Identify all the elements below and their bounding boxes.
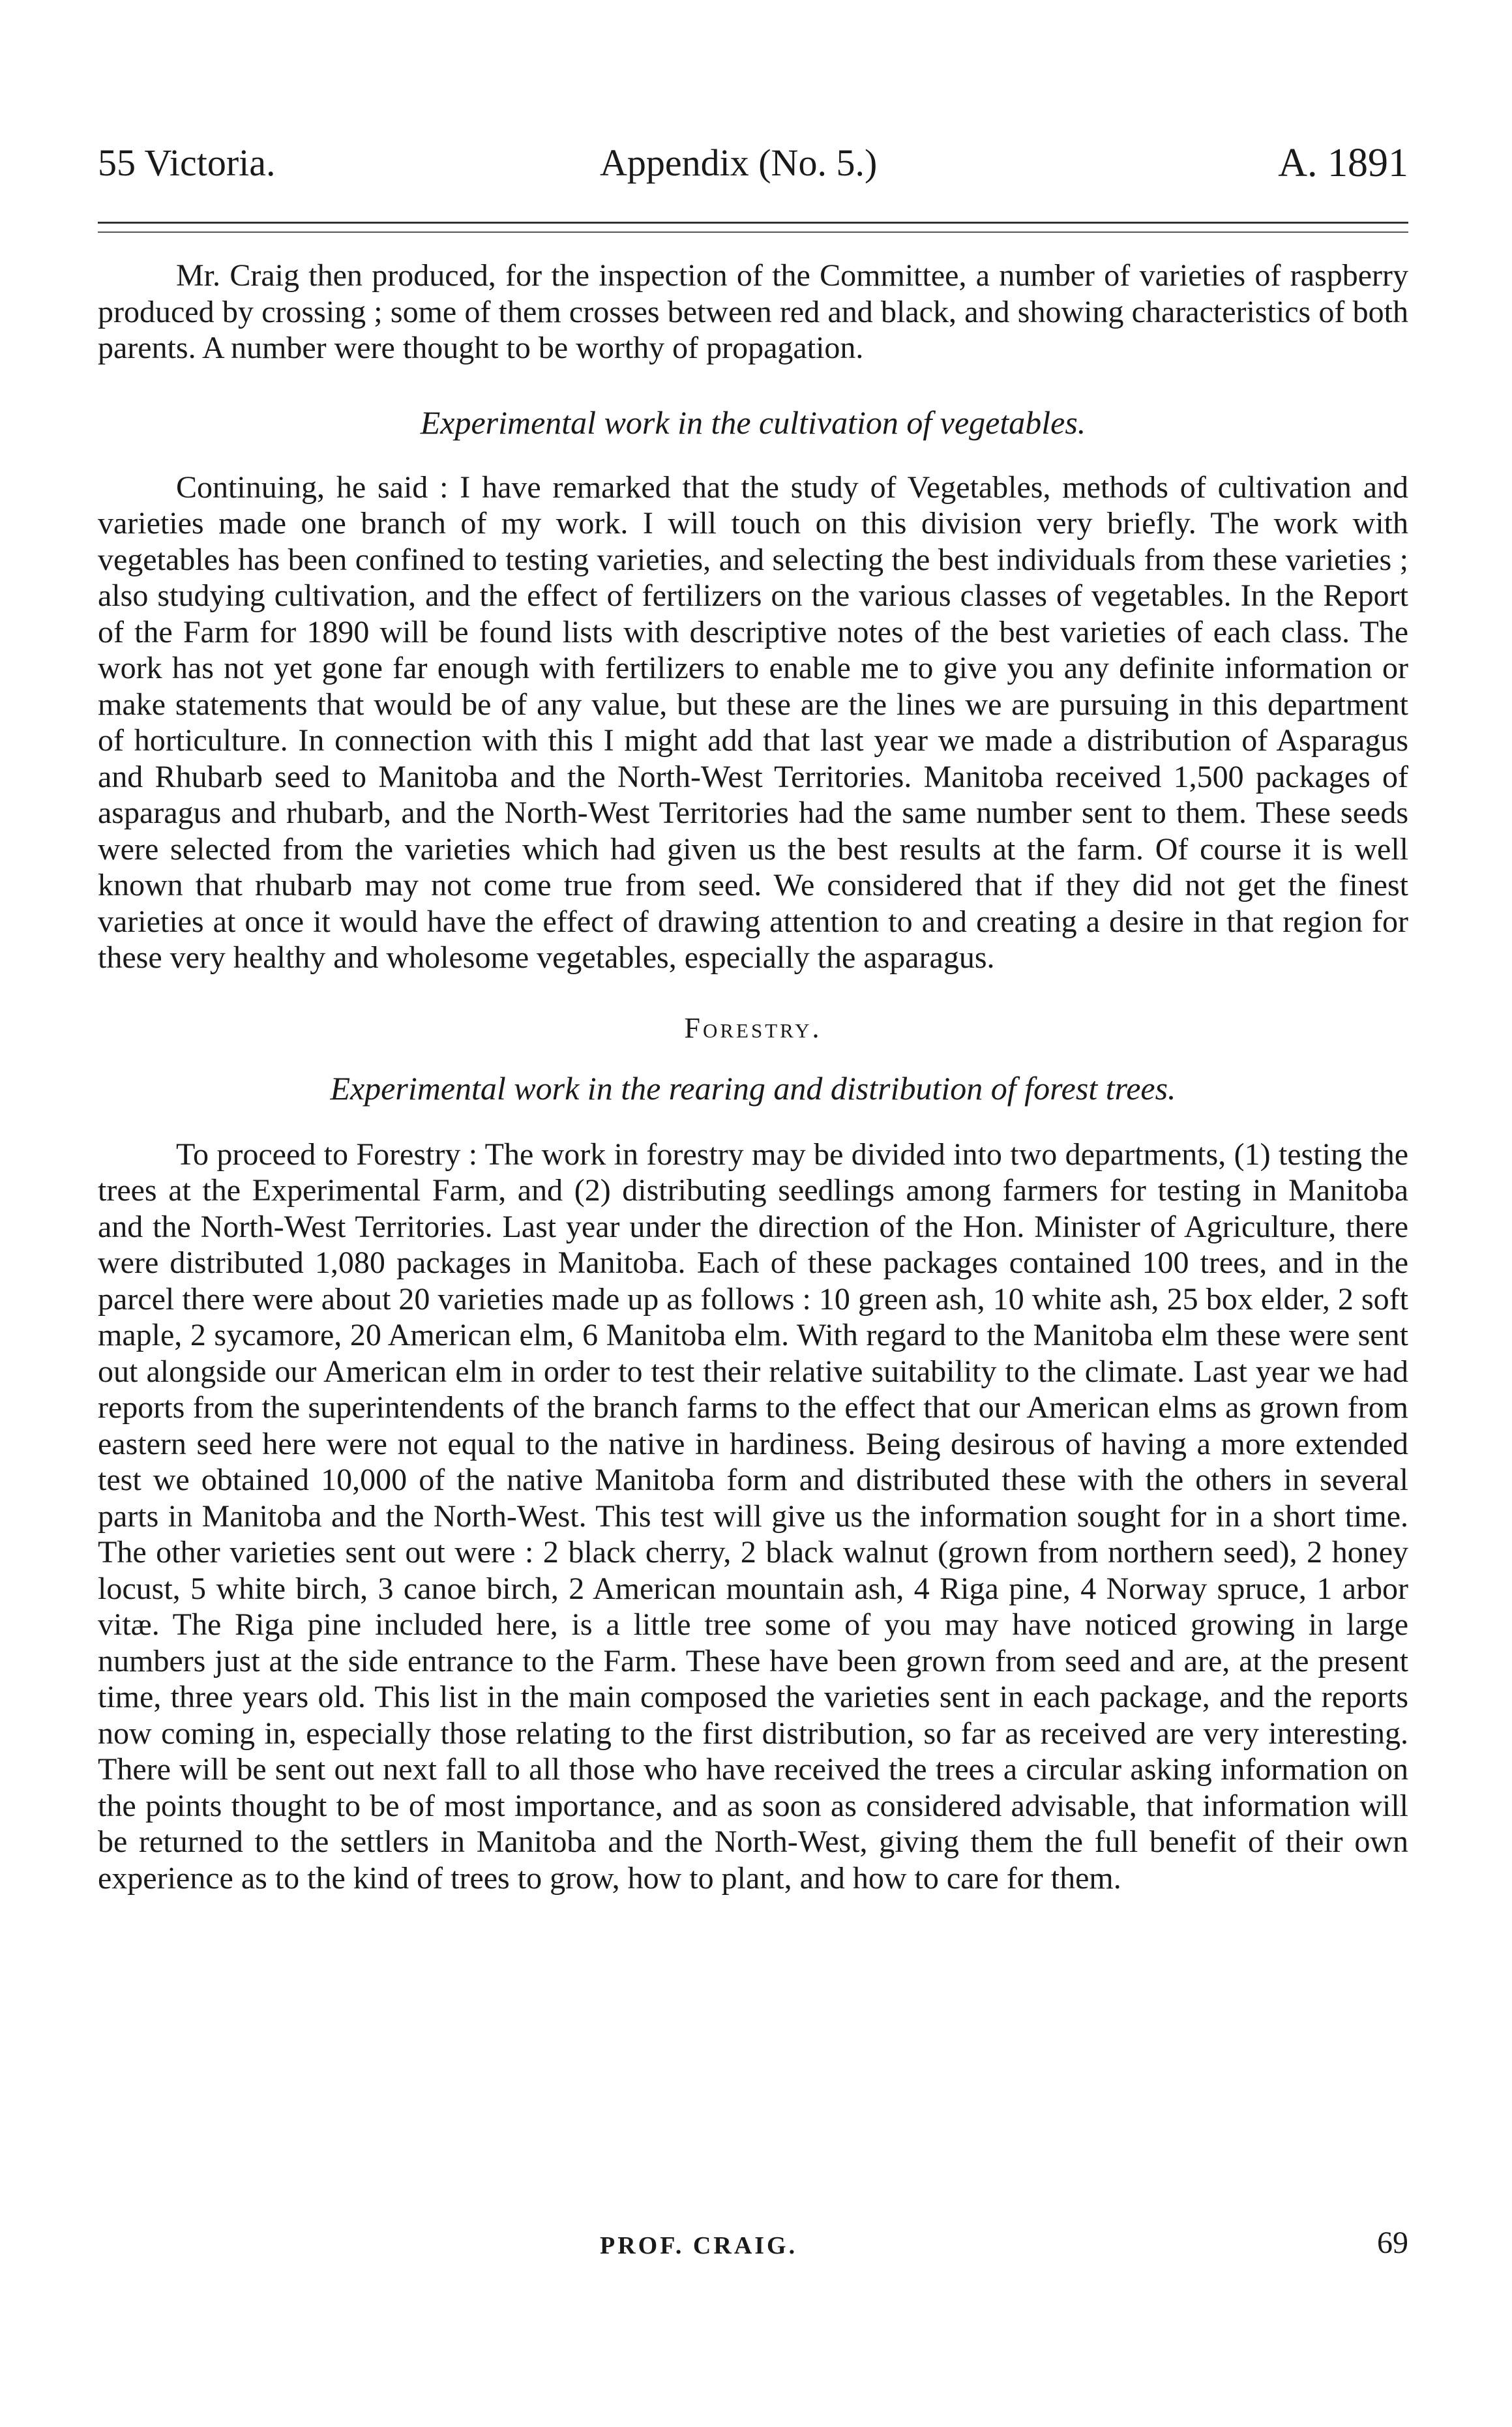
heading-forest-trees: Experimental work in the rearing and distribution of forest trees. xyxy=(330,1069,1176,1107)
paragraph-forestry: To proceed to Forestry : The work in forestry may be divided into two departments, (1) testing the trees at the Experimental Farm, and (2) distributing seedlings among farmers for testing in Manitoba and the North-West Territories. Last year under the direction of the Hon. Minister of Agriculture, there were distributed 1,080 packages in Manitoba. Each of these packages contained 100 trees, and in the parcel there were about 20 varieties made up as follows : 10 green ash, 10 white ash, 25 box elder, 2 soft maple, 2 sycamore, 20 American elm, 6 Manitoba elm. With regard to the Manitoba elm these were sent out alongside our American elm in order to test their relative suitability to the climate. Last year we had reports from the superintendents of the branch farms to the effect that our American elms as grown from eastern seed here were not equal to the native in hardiness. Being desirous of having a more extended test we obtained 10,000 of the native Manitoba form and distributed these with the others in several parts in Manitoba and the North-West. This test will give us the information sought for in a short time. The other varieties sent out were : 2 black cherry, 2 black walnut (grown from northern seed), 2 honey locust, 5 white birch, 3 canoe birch, 2 American mountain ash, 4 Riga pine, 4 Norway spruce, 1 arbor vitæ. The Riga pine included here, is a little tree some of you may have noticed growing in large numbers just at the side entrance to the Farm. These have been grown from seed and are, at the present time, three years old. This list in the main composed the varieties sent in each package, and the reports now coming in, especially those relating to the first distribution, so far as received are very interesting. There will be sent out next fall to all those who have received the trees a circular asking information on the points thought to be of most importance, and as soon as considered advisable, that information will be returned to the settlers in Manitoba and the North-West, giving them the full benefit of their own experience as to the kind of trees to grow, how to plant, and how to care for them. xyxy=(98,1137,1408,1896)
header-appendix: Appendix (No. 5.) xyxy=(600,141,878,184)
header-rule-top xyxy=(98,222,1408,224)
page-footer xyxy=(98,2224,1408,2263)
page-header xyxy=(98,134,1408,192)
page-number: 69 xyxy=(1377,2226,1408,2260)
paragraph-vegetables: Continuing, he said : I have remarked that the study of Vegetables, methods of cultivation and varieties made one branch of my work. I will touch on this division very briefly. The work with vegetables has been confined to testing varieties, and selecting the best individuals from these varieties ; also studying cultivation, and the effect of fertilizers on the various classes of vegetables. In the Report of the Farm for 1890 will be found lists with descriptive notes of the best varieties of each class. The work has not yet gone far enough with fertilizers to enable me to give you any definite information or make statements that would be of any value, but these are the lines we are pursuing in this department of horticulture. In connection with this I might add that last year we made a distribution of Asparagus and Rhubarb seed to Manitoba and the North-West Territories. Manitoba received 1,500 packages of asparagus and rhubarb, and the North-West Territories had the same number sent to them. These seeds were selected from the varieties which had given us the best results at the farm. Of course it is well known that rhubarb may not come true from seed. We considered that if they did not get the finest varieties at once it would have the effect of drawing attention to and creating a desire in that region for these very healthy and wholesome vegetables, especially the asparagus. xyxy=(98,469,1408,975)
page-body xyxy=(98,258,1408,1896)
header-rule-bottom xyxy=(98,231,1408,233)
header-year: A. 1891 xyxy=(1278,141,1408,185)
header-session: 55 Victoria. xyxy=(98,141,276,184)
heading-vegetables: Experimental work in the cultivation of vegetables. xyxy=(420,404,1086,441)
paragraph-raspberry: Mr. Craig then produced, for the inspection of the Committee, a number of varieties of raspberry produced by crossing ; some of them crosses between red and black, and showing characteristics of both parents. A number were thought to be worthy of propagation. xyxy=(98,258,1408,365)
heading-forestry: Forestry. xyxy=(684,1011,822,1044)
footer-signature: PROF. CRAIG. xyxy=(600,2232,798,2259)
